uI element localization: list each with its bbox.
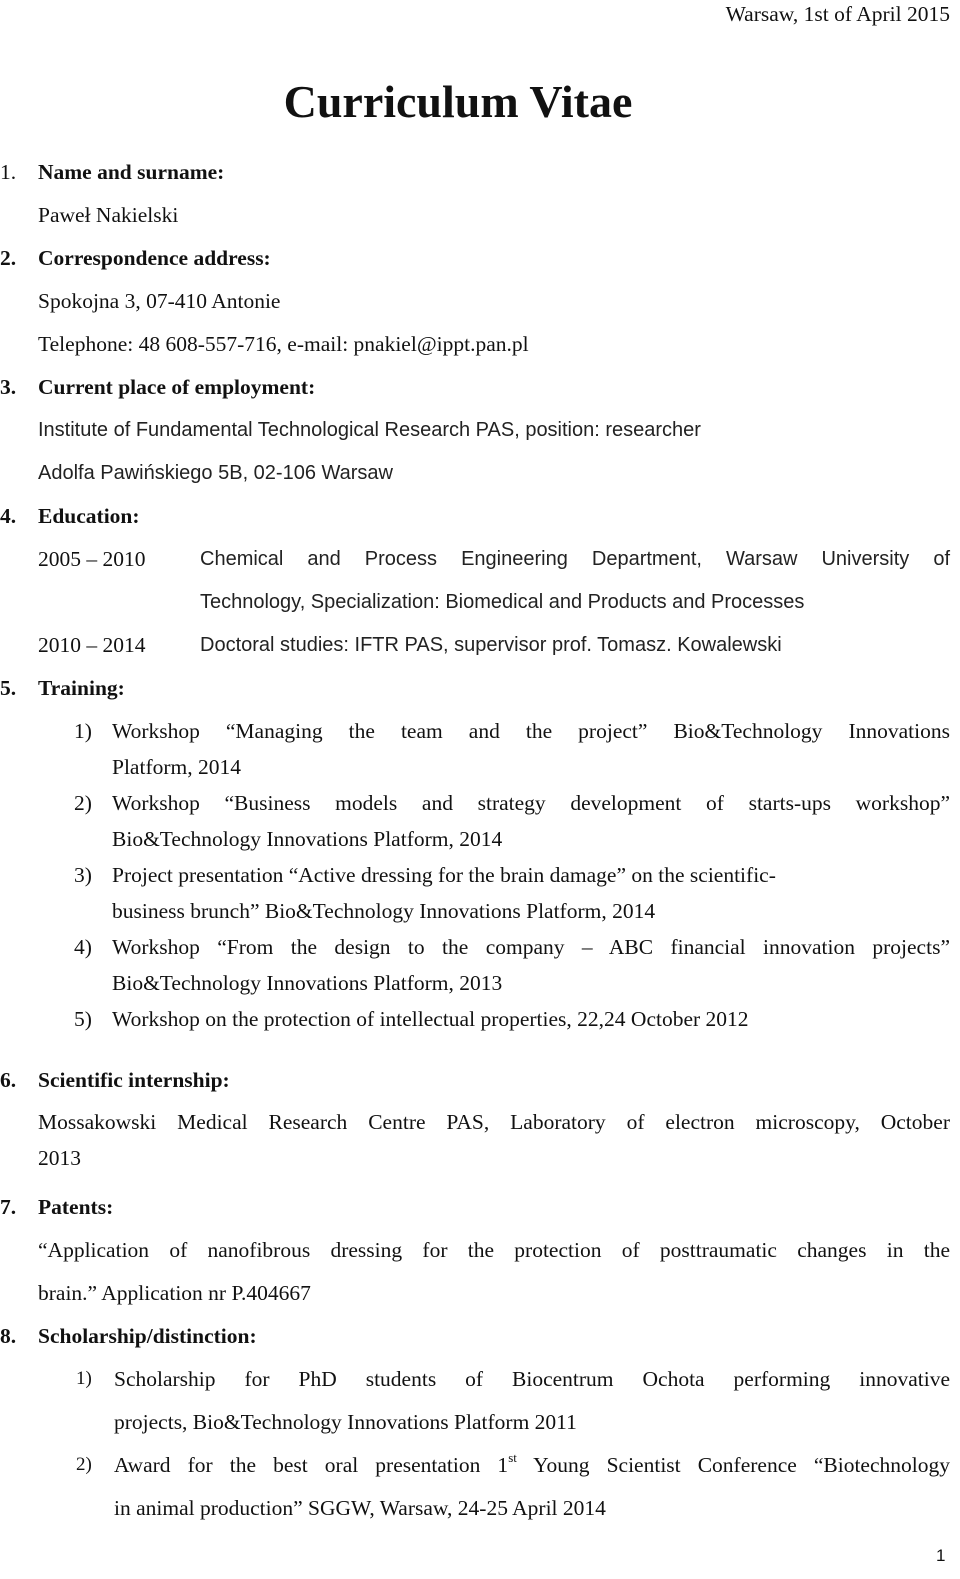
patents-line1: “Application of nanofibrous dressing for the protection of posttraumatic changes in the [38, 1238, 950, 1262]
scholarship-2-line1-pre: Award for the best oral presentation 1 [114, 1453, 509, 1477]
section-2-heading: Correspondence address: [38, 246, 271, 270]
education-1-years: 2005 – 2010 [38, 547, 146, 571]
date-line: Warsaw, 1st of April 2015 [725, 2, 950, 26]
section-3-number: 3. [0, 375, 17, 399]
section-5-number: 5. [0, 676, 17, 700]
scholarship-2-line1-post: Young Scientist Conference “Biotechnology [516, 1453, 950, 1477]
training-3-line2: business brunch” Bio&Technology Innovations Platform, 2014 [112, 899, 656, 923]
correspondence-address: Spokojna 3, 07-410 Antonie [38, 289, 281, 313]
training-1-line2: Platform, 2014 [112, 755, 241, 779]
scholarship-2-num: 2) [76, 1454, 92, 1475]
training-2-num: 2) [74, 791, 92, 815]
section-1-number: 1. [0, 160, 17, 184]
education-2-years: 2010 – 2014 [38, 633, 146, 657]
training-4-num: 4) [74, 935, 92, 959]
section-7-number: 7. [0, 1195, 17, 1219]
patents-line2: brain.” Application nr P.404667 [38, 1281, 311, 1305]
section-8-number: 8. [0, 1324, 17, 1348]
ordinal-suffix: st [508, 1449, 517, 1465]
education-1-line2: Technology, Specialization: Biomedical and Products and Processes [200, 591, 805, 613]
page-title: Curriculum Vitae [283, 76, 633, 127]
scholarship-1-num: 1) [76, 1368, 92, 1389]
education-2-line1: Doctoral studies: IFTR PAS, supervisor prof. Tomasz. Kowalewski [200, 634, 782, 656]
section-6-number: 6. [0, 1068, 17, 1092]
education-1-line1: Chemical and Process Engineering Department, Warsaw University of [200, 548, 950, 570]
section-2-number: 2. [0, 246, 17, 270]
section-5-heading: Training: [38, 676, 125, 700]
scholarship-1-line2: projects, Bio&Technology Innovations Platform 2011 [114, 1410, 577, 1434]
scholarship-2-line2: in animal production” SGGW, Warsaw, 24-25 April 2014 [114, 1496, 606, 1520]
section-3-heading: Current place of employment: [38, 375, 316, 399]
section-4-number: 4. [0, 504, 17, 528]
section-1-heading: Name and surname: [38, 160, 225, 184]
training-3-num: 3) [74, 863, 92, 887]
training-2-line1: Workshop “Business models and strategy development of starts-ups workshop” [112, 791, 950, 815]
training-5-num: 5) [74, 1007, 92, 1031]
training-4-line2: Bio&Technology Innovations Platform, 2013 [112, 971, 503, 995]
employment-institution: Institute of Fundamental Technological Research PAS, position: researcher [38, 419, 701, 441]
scholarship-2-line1 [114, 1449, 950, 1478]
name-value: Paweł Nakielski [38, 203, 179, 227]
section-7-heading: Patents: [38, 1195, 114, 1219]
section-8-heading: Scholarship/distinction: [38, 1324, 257, 1348]
page-number: 1 [936, 1546, 946, 1565]
training-1-num: 1) [74, 719, 92, 743]
training-1-line1: Workshop “Managing the team and the project” Bio&Technology Innovations [112, 719, 950, 743]
section-6-heading: Scientific internship: [38, 1068, 230, 1092]
internship-line2: 2013 [38, 1146, 81, 1170]
training-3-line1: Project presentation “Active dressing for the brain damage” on the scientific- [112, 863, 776, 887]
training-4-line1: Workshop “From the design to the company – ABC financial innovation projects” [112, 935, 950, 959]
training-5-line1: Workshop on the protection of intellectual properties, 22,24 October 2012 [112, 1007, 749, 1031]
employment-address: Adolfa Pawińskiego 5B, 02-106 Warsaw [38, 462, 393, 484]
section-4-heading: Education: [38, 504, 140, 528]
internship-line1: Mossakowski Medical Research Centre PAS, Laboratory of electron microscopy, October [38, 1110, 950, 1134]
correspondence-contact: Telephone: 48 608-557-716, e-mail: pnakiel@ippt.pan.pl [38, 332, 529, 356]
training-2-line2: Bio&Technology Innovations Platform, 2014 [112, 827, 503, 851]
scholarship-1-line1: Scholarship for PhD students of Biocentrum Ochota performing innovative [114, 1367, 950, 1391]
